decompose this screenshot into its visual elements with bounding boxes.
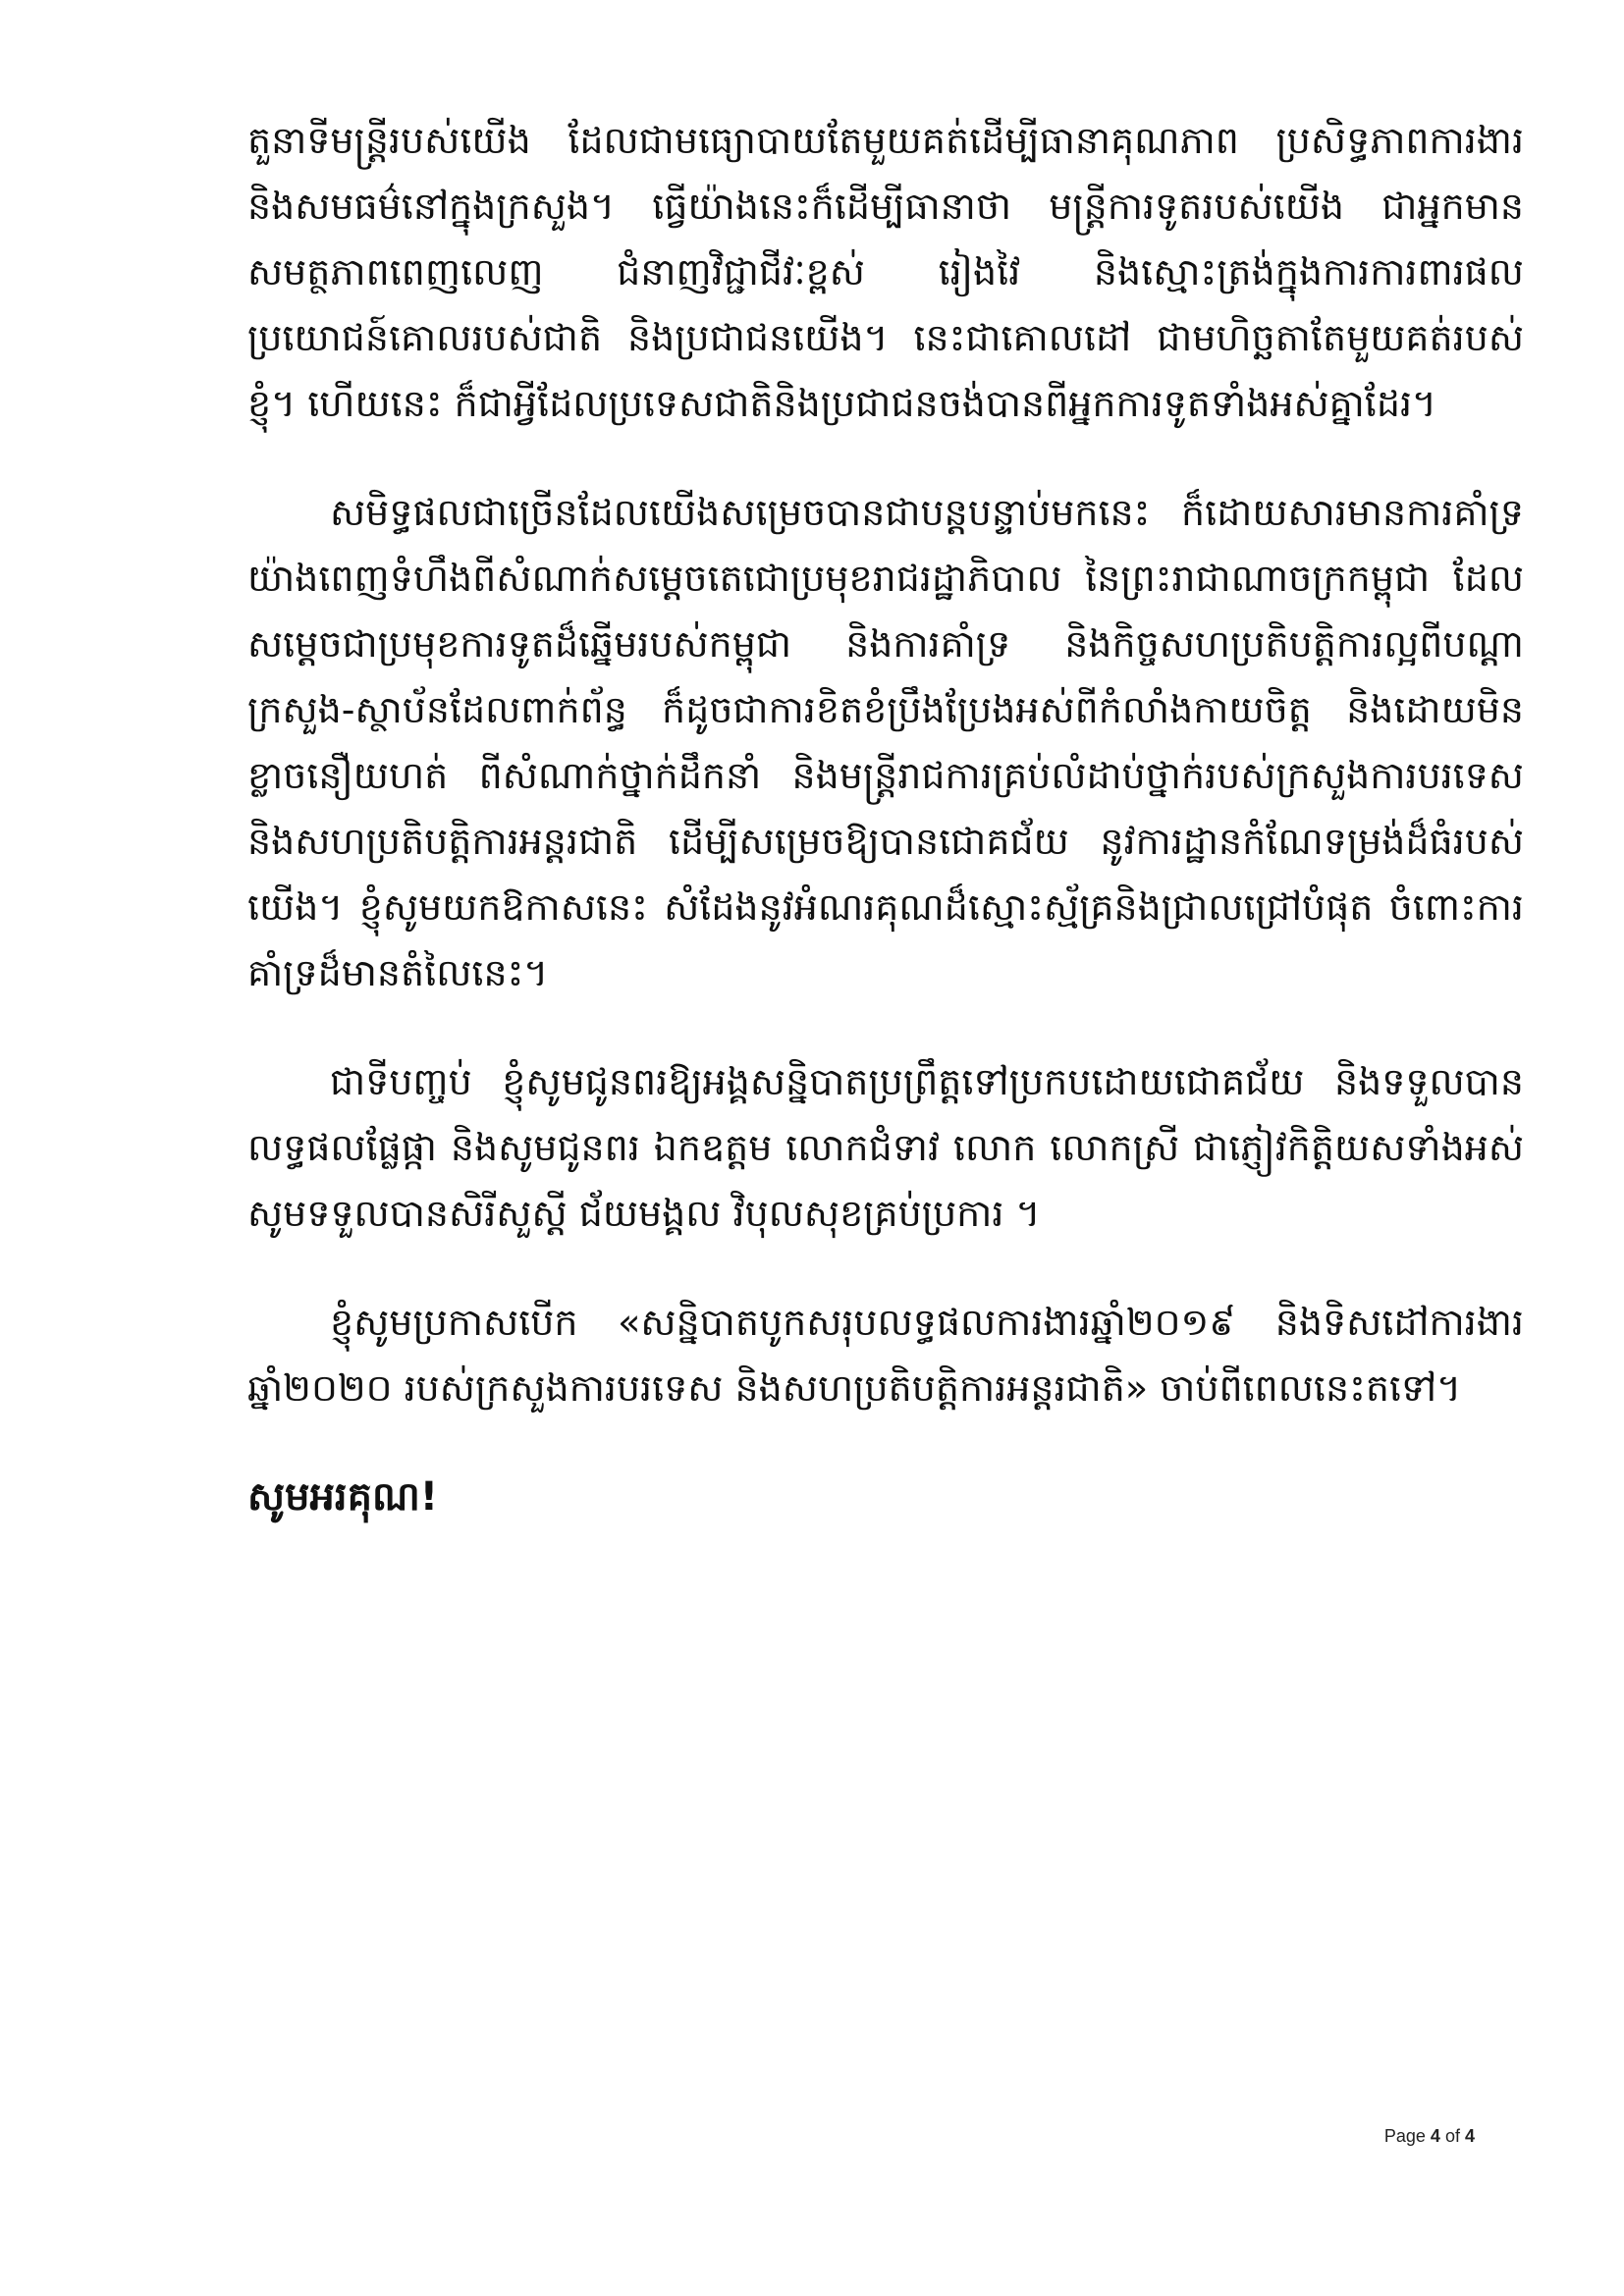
paragraph-4: ខ្ញុំសូមប្រកាសបើក «សន្និបាតបូកសរុបលទ្ធផលការងារឆ្នាំ២០១៩ និងទិសដៅការងារឆ្នាំ២០២០ របស់ក្រសួងការបរទេស និងសហប្រតិបត្តិការអន្តរជាតិ» ចាប់ពីពេលនេះតទៅ។ bbox=[247, 1301, 1524, 1410]
page-label: Page bbox=[1383, 2126, 1426, 2146]
paragraph-1: តួនាទីមន្ត្រីរបស់យើង ដែលជាមធ្យោបាយតែមួយគត់ដើម្បីធានាគុណភាព ប្រសិទ្ធភាពការងារ និងសមធម៌នៅក្នុងក្រសួង។ ធ្វើយ៉ាងនេះក៏ដើម្បីធានាថា មន្ត្រីការទូតរបស់យើង ជាអ្នកមានសមត្ថភាពពេញលេញ ជំនាញវិជ្ជាជីវៈខ្ពស់ រៀងវៃ និងស្មោះត្រង់ក្នុងការការពារផលប្រយោជន៍គោលរបស់ជាតិ និងប្រជាជនយើង។ នេះជាគោលដៅ ជាមហិច្ឆតាតែមួយគត់របស់ខ្ញុំ។ ហើយនេះ ក៏ជាអ្វីដែលប្រទេសជាតិនិងប្រជាជនចង់បានពីអ្នកការទូតទាំងអស់គ្នាដែរ។ bbox=[247, 119, 1524, 425]
closing-thanks: សូមអរគុណ! bbox=[247, 1474, 439, 1520]
page-number-footer bbox=[1384, 2126, 1475, 2147]
paragraph-3: ជាទីបញ្ចប់ ខ្ញុំសូមជូនពរឱ្យអង្គសន្និបាតប្រព្រឹត្តទៅប្រកបដោយជោគជ័យ និងទទួលបានលទ្ធផលផ្លែផ្កា និងសូមជូនពរ ឯកឧត្តម លោកជំទាវ លោក លោកស្រី ជាភ្ញៀវកិត្តិយសទាំងអស់ សូមទទួលបានសិរីសួស្តី ជ័យមង្គល វិបុលសុខគ្រប់ប្រការ ។ bbox=[247, 1060, 1524, 1235]
paragraph-2: សមិទ្ធផលជាច្រើនដែលយើងសម្រេចបានជាបន្តបន្ទាប់មកនេះ ក៏ដោយសារមានការគាំទ្រយ៉ាងពេញទំហឹងពីសំណាក់សម្តេចតេជោប្រមុខរាជរដ្ឋាភិបាល នៃព្រះរាជាណាចក្រកម្ពុជា ដែលសម្តេចជាប្រមុខការទូតដ៏ឆ្នើមរបស់កម្ពុជា និងការគាំទ្រ និងកិច្ចសហប្រតិបត្តិការល្អពីបណ្តាក្រសួង-ស្ថាប័នដែលពាក់ព័ន្ធ ក៏ដូចជាការខិតខំប្រឹងប្រែងអស់ពីកំលាំងកាយចិត្ត និងដោយមិនខ្លាចនឿយហត់ ពីសំណាក់ថ្នាក់ដឹកនាំ និងមន្ត្រីរាជការគ្រប់លំដាប់ថ្នាក់របស់ក្រសួងការបរទេស និងសហប្រតិបត្តិការអន្តរជាតិ ដើម្បីសម្រេចឱ្យបានជោគជ័យ នូវការដ្ឋានកំណែទម្រង់ដ៏ធំរបស់យើង។ ខ្ញុំសូមយកឱកាសនេះ សំដែងនូវអំណរគុណដ៏ស្មោះស្ម័គ្រនិងជ្រាលជ្រៅបំផុត ចំពោះការគាំទ្រដ៏មានតំលៃនេះ។ bbox=[247, 491, 1524, 994]
document-body bbox=[247, 108, 1524, 1530]
page-of-label: of bbox=[1444, 2126, 1460, 2146]
page-total: 4 bbox=[1464, 2126, 1475, 2146]
page-current: 4 bbox=[1430, 2126, 1440, 2146]
